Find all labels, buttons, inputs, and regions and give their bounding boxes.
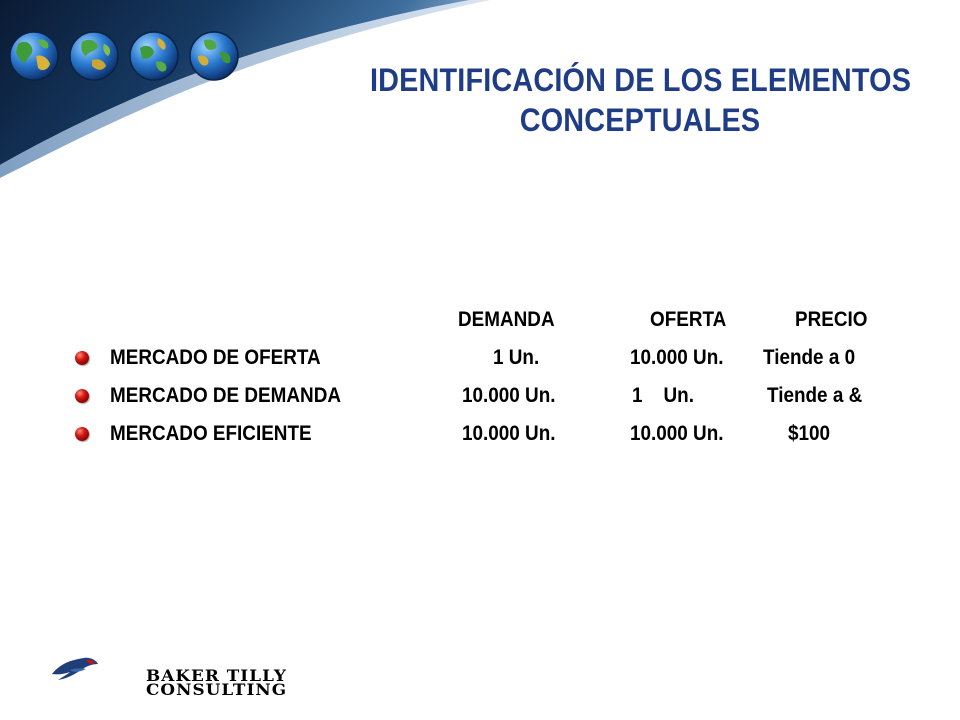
row-demanda-value: 1 Un. [493, 346, 540, 369]
slide-title [370, 60, 910, 140]
eagle-logo-icon [50, 654, 100, 682]
row-label-mercado-de-oferta: MERCADO DE OFERTA [110, 346, 321, 369]
row-precio-value: Tiende a 0 [763, 346, 856, 369]
logo-line-2: CONSULTING [146, 680, 288, 699]
globe-icon [128, 30, 180, 82]
row-oferta-value: 10.000 Un. [630, 422, 724, 445]
row-precio-value: $100 [788, 422, 831, 445]
row-precio-value: Tiende a & [767, 384, 863, 407]
baker-tilly-logo [50, 652, 288, 699]
column-header-demanda: DEMANDA [458, 308, 555, 331]
row-label-mercado-eficiente: MERCADO EFICIENTE [110, 422, 312, 445]
column-header-oferta: OFERTA [650, 308, 727, 331]
globe-icon [188, 30, 240, 82]
bullet-icon [75, 389, 89, 403]
title-line-2: CONCEPTUALES [519, 102, 761, 138]
title-line-1: IDENTIFICACIÓN DE LOS ELEMENTOS [370, 62, 912, 98]
row-oferta-value: 1 Un. [632, 384, 694, 407]
column-header-precio: PRECIO [795, 308, 868, 331]
logo-line-1: BAKER TILLY [146, 666, 287, 685]
bullet-icon [75, 427, 89, 441]
row-label-mercado-de-demanda: MERCADO DE DEMANDA [110, 384, 342, 407]
row-oferta-value: 10.000 Un. [630, 346, 724, 369]
bullet-icon [75, 351, 89, 365]
globe-icon [8, 30, 60, 82]
row-demanda-value: 10.000 Un. [462, 384, 556, 407]
globe-icon [68, 30, 120, 82]
row-demanda-value: 10.000 Un. [462, 422, 556, 445]
